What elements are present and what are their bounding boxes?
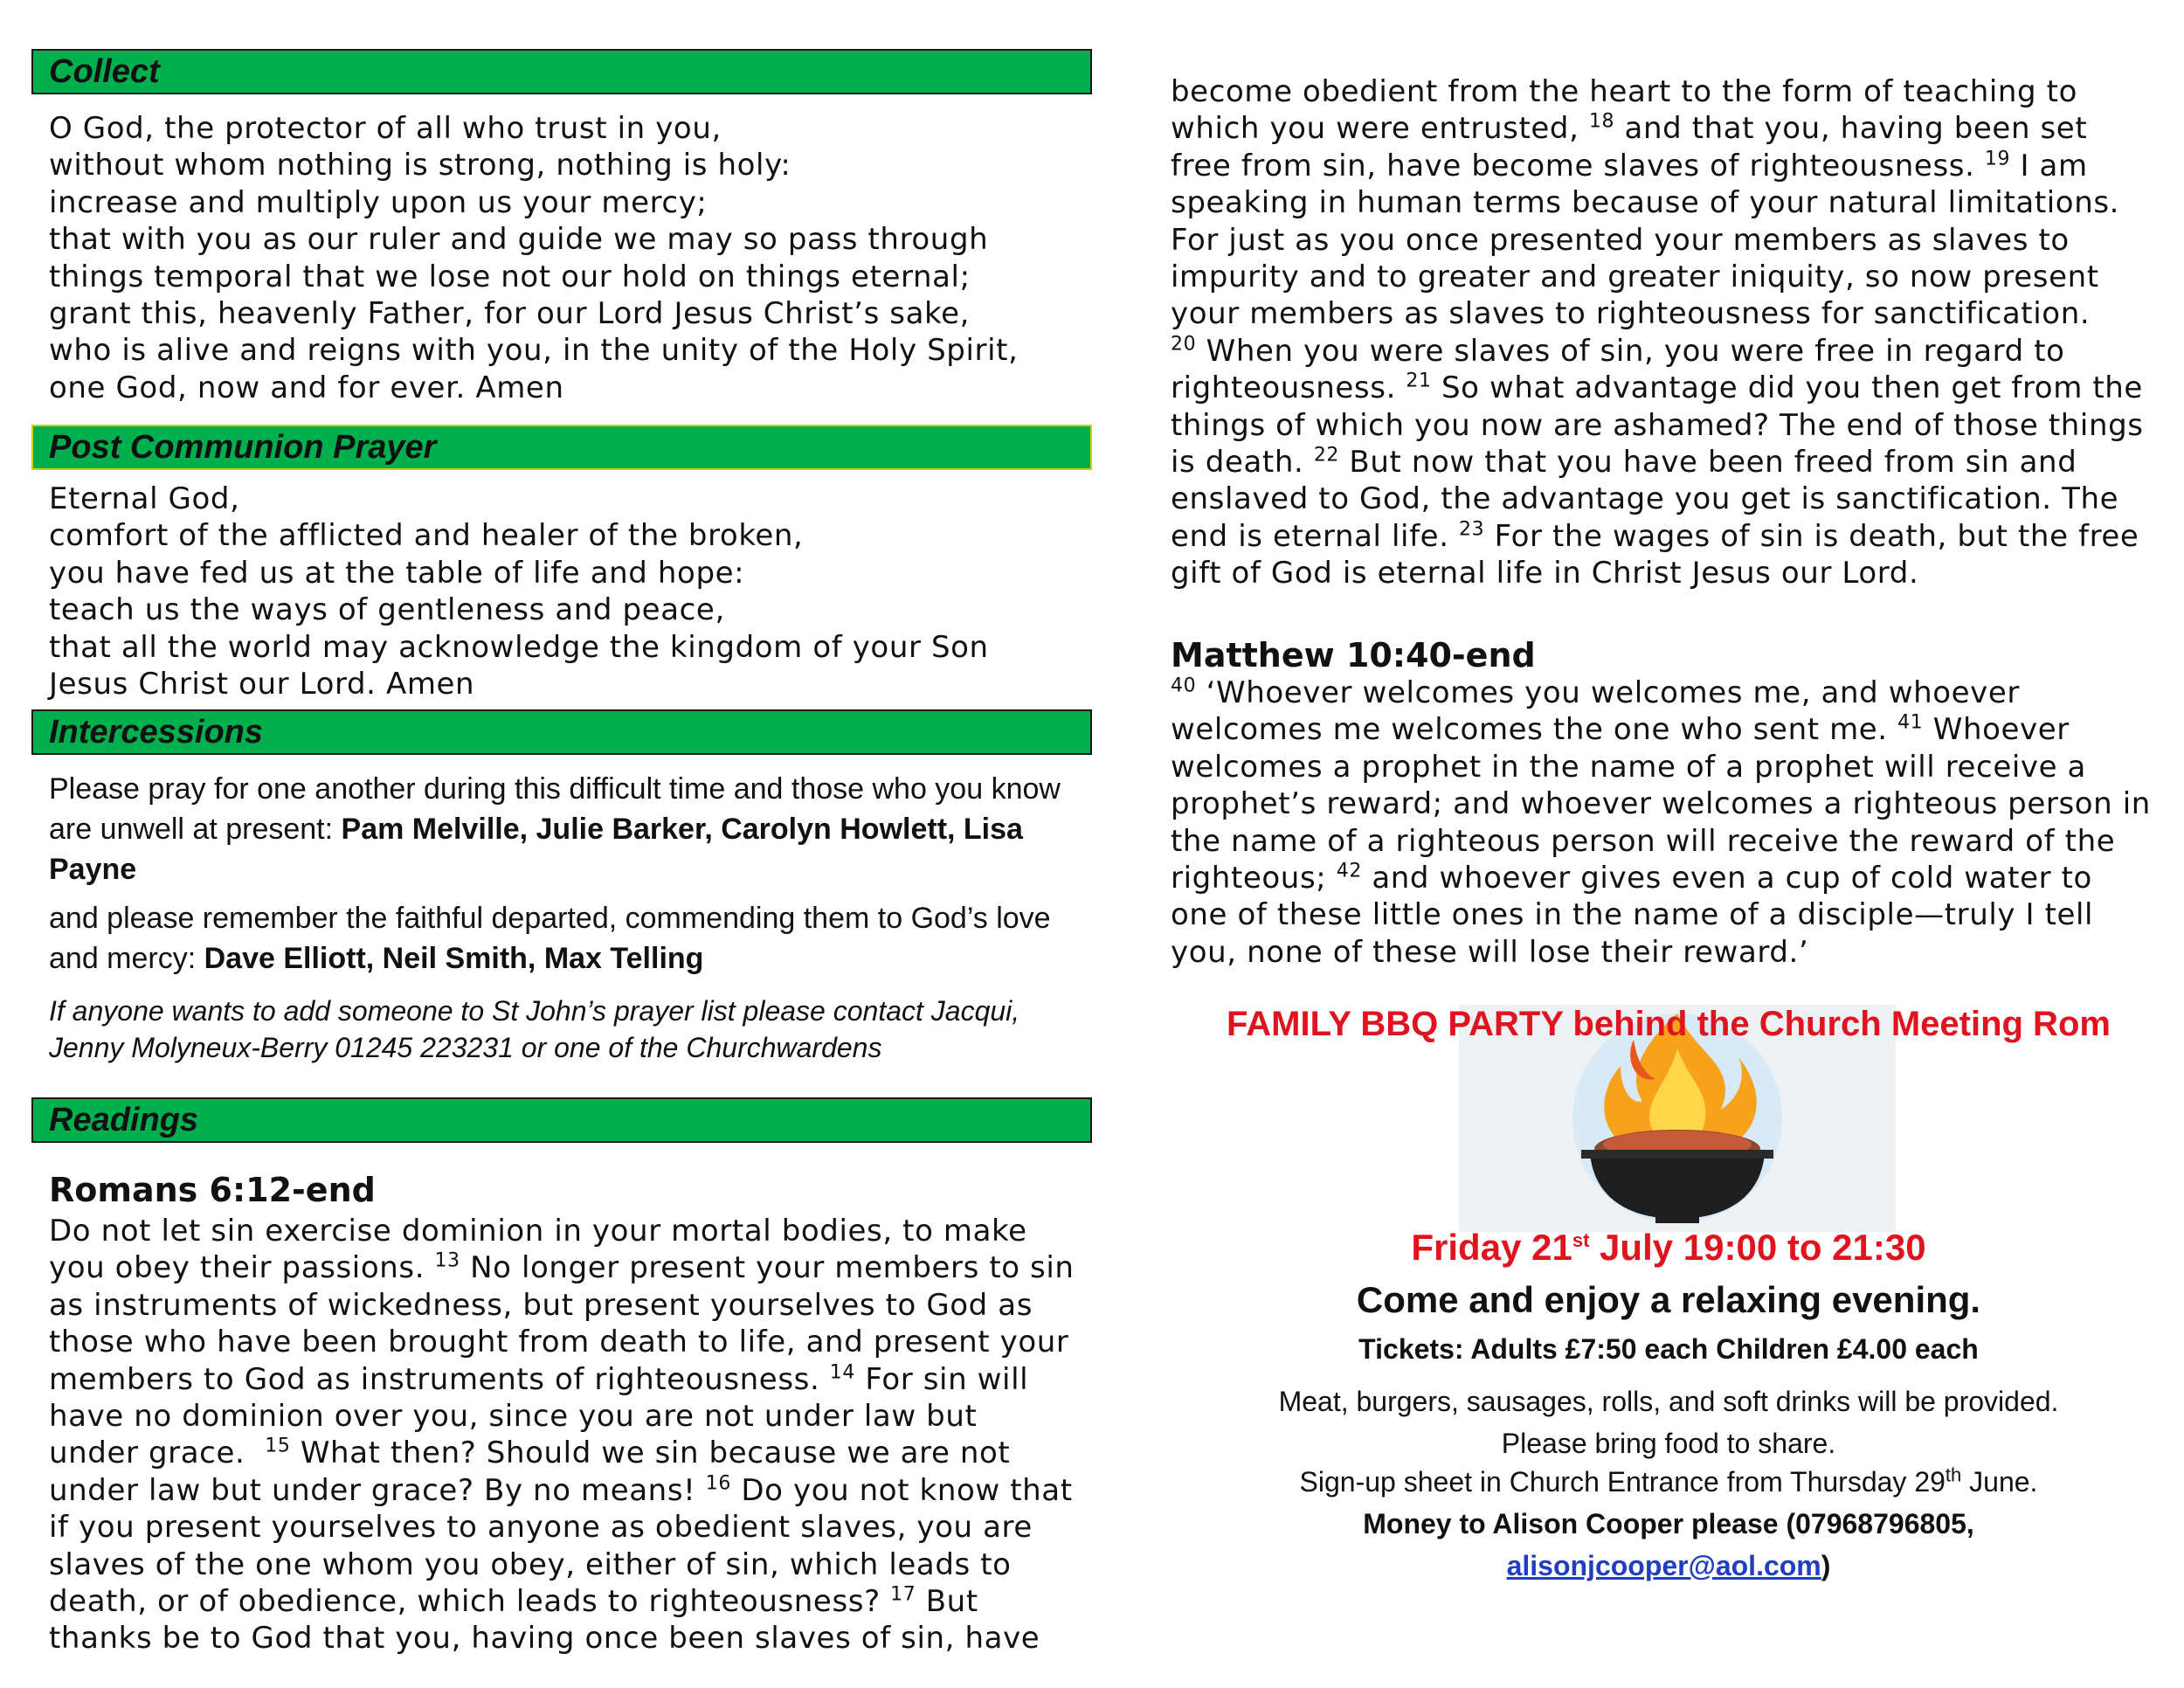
intercessions-heading: Intercessions — [31, 709, 1092, 755]
collect-line: O God, the protector of all who trust in you, — [49, 111, 722, 146]
matthew-text — [1171, 675, 2151, 971]
romans-line: gift of God is eternal life in Christ Jesus our Lord. — [1171, 556, 1919, 591]
intercessions-departed — [49, 898, 1080, 979]
romans-line: which you were entrusted, $^{18}$ and that you, having been set — [1171, 111, 2088, 147]
verse-number: 21 — [1406, 370, 1432, 392]
bbq-tagline: Come and enjoy a relaxing evening. — [1356, 1279, 1981, 1320]
romans-line: righteousness. $^{21}$ So what advantage did you then get from the — [1171, 370, 2143, 406]
matthew-line: righteous; $^{42}$ and whoever gives even a cup of cold water to — [1171, 860, 2092, 896]
sick-names: Pam Melville, Julie Barker, Carolyn Howlett, Lisa Payne — [49, 813, 1023, 886]
post-communion-line: Jesus Christ our Lord. Amen — [49, 667, 475, 702]
email-close: ) — [1821, 1550, 1831, 1581]
romans-continued-text — [1171, 73, 2144, 592]
romans-line: under grace. $^{15}$ What then? Should we sin because we are not — [49, 1435, 1011, 1471]
romans-line: things of which you now are ashamed? The end of those things — [1171, 407, 2144, 443]
bbq-date-day: Friday 21 — [1411, 1227, 1572, 1268]
departed-names: Dave Elliott, Neil Smith, Max Telling — [204, 942, 704, 975]
matthew-line: one of these little ones in the name of a disciple—truly I tell — [1171, 897, 2094, 933]
romans-line: impurity and to greater and greater iniquity, so now present — [1171, 259, 2099, 295]
bbq-date-time: July 19:00 to 21:30 — [1589, 1227, 1926, 1268]
post-communion-line: teach us the ways of gentleness and peace, — [49, 592, 725, 628]
post-communion-line: you have fed us at the table of life and hope: — [49, 555, 745, 591]
prayer-list-note: If anyone wants to add someone to St John’s prayer list please contact Jacqui, Jenny Molyneux-Berry 01245 223231 or one of the Churchwardens — [49, 995, 1020, 1063]
bbq-food: Meat, burgers, sausages, rolls, and soft drinks will be provided. — [1278, 1386, 2059, 1417]
post-communion-line: Eternal God, — [49, 481, 240, 516]
collect-line: grant this, heavenly Father, for our Lord Jesus Christ’s sake, — [49, 296, 971, 332]
romans-line: those who have been brought from death to life, and present your — [49, 1325, 1069, 1360]
romans-line: under law but under grace? By no means! $^{16}$ Do you not know that — [49, 1472, 1073, 1508]
bbq-money: Money to Alison Cooper please (07968796805, — [1363, 1508, 1974, 1539]
bbq-title: FAMILY BBQ PARTY behind the Church Meeting Rom — [1227, 1005, 2111, 1043]
verse-number: 42 — [1336, 860, 1362, 882]
matthew-line: you, none of these will lose their reward.’ — [1171, 934, 1809, 970]
post-communion-text — [49, 481, 989, 702]
bbq-share: Please bring food to share. — [1501, 1428, 1836, 1459]
post-communion-heading: Post Communion Prayer — [31, 425, 1092, 470]
bbq-signup-text: Sign-up sheet in Church Entrance from Thursday 29 — [1299, 1466, 1946, 1498]
romans-line: you obey their passions. $^{13}$ No longer present your members to sin — [49, 1250, 1075, 1286]
romans-line: Do not let sin exercise dominion in your mortal bodies, to make — [49, 1214, 1027, 1249]
romans-line: For just as you once presented your members as slaves to — [1171, 222, 2070, 258]
romans-line: your members as slaves to righteousness for sanctification. — [1171, 296, 2091, 332]
matthew-line: $^{40}$ ‘Whoever welcomes you welcomes me, and whoever — [1171, 675, 2020, 710]
verse-number: 22 — [1313, 444, 1340, 467]
bbq-tickets: Tickets: Adults £7:50 each Children £4.00 each — [1358, 1333, 1979, 1365]
romans-line: death, or of obedience, which leads to righteousness? $^{17}$ But — [49, 1583, 978, 1620]
post-communion-line: comfort of the afflicted and healer of the broken, — [49, 518, 804, 554]
collect-line: increase and multiply upon us your mercy; — [49, 184, 708, 220]
verse-number: 18 — [1588, 111, 1615, 134]
bbq-date — [1171, 1227, 2167, 1269]
readings-heading: Readings — [31, 1097, 1092, 1143]
verse-number: 14 — [829, 1361, 855, 1384]
collect-line: that with you as our ruler and guide we may so pass through — [49, 222, 989, 258]
romans-line: speaking in human terms because of your natural limitations. — [1171, 185, 2120, 221]
email-link[interactable]: alisonjcooper@aol.com — [1506, 1550, 1821, 1581]
collect-line: one God, now and for ever. Amen — [49, 370, 564, 405]
bbq-signup-suffix: th — [1945, 1463, 1962, 1486]
matthew-line: welcomes me welcomes the one who sent me. $^{41}$ Whoever — [1171, 712, 2070, 748]
verse-number: 16 — [705, 1472, 731, 1495]
verse-number: 15 — [265, 1435, 291, 1458]
verse-number: 40 — [1171, 675, 1197, 697]
collect-text — [49, 110, 1018, 406]
verse-number: 20 — [1171, 333, 1197, 356]
romans-line: $^{20}$ When you were slaves of sin, you were free in regard to — [1171, 333, 2065, 369]
verse-number: 41 — [1897, 712, 1924, 735]
bbq-date-suffix: st — [1572, 1229, 1590, 1251]
romans-line: members to God as instruments of righteousness. $^{14}$ For sin will — [49, 1361, 1029, 1397]
romans-line: if you present yourselves to anyone as obedient slaves, you are — [49, 1510, 1033, 1546]
bbq-poster — [1171, 1005, 2167, 1616]
romans-line: free from sin, have become slaves of righteousness. $^{19}$ I am — [1171, 148, 2088, 183]
romans-line: become obedient from the heart to the form of teaching to — [1171, 74, 2077, 109]
romans-text — [49, 1213, 1075, 1657]
collect-line: without whom nothing is strong, nothing is holy: — [49, 148, 791, 183]
bbq-signup — [1171, 1463, 2167, 1498]
romans-line: end is eternal life. $^{23}$ For the wages of sin is death, but the free — [1171, 518, 2139, 554]
post-communion-line: that all the world may acknowledge the kingdom of your Son — [49, 629, 989, 665]
matthew-line: welcomes a prophet in the name of a prophet will receive a — [1171, 749, 2086, 785]
romans-line: have no dominion over you, since you are not under law but — [49, 1399, 978, 1435]
collect-line: things temporal that we lose not our hold on things eternal; — [49, 259, 971, 294]
verse-number: 19 — [1984, 148, 2011, 170]
romans-line: is death. $^{22}$ But now that you have been freed from sin and — [1171, 444, 2077, 481]
verse-number: 17 — [890, 1583, 916, 1606]
matthew-line: the name of a righteous person will receive the reward of the — [1171, 823, 2116, 859]
collect-line: who is alive and reigns with you, in the unity of the Holy Spirit, — [49, 333, 1019, 369]
romans-line: as instruments of wickedness, but present yourselves to God as — [49, 1287, 1033, 1323]
matthew-line: prophet’s reward; and whoever welcomes a righteous person in — [1171, 786, 2151, 822]
verse-number: 23 — [1459, 518, 1485, 541]
romans-line: thanks be to God that you, having once been slaves of sin, have — [49, 1621, 1040, 1657]
romans-title: Romans 6:12-end — [49, 1171, 376, 1209]
intercessions-sick — [49, 769, 1080, 889]
romans-line: enslaved to God, the advantage you get is sanctification. The — [1171, 481, 2119, 517]
verse-number: 13 — [434, 1250, 460, 1273]
collect-heading: Collect — [31, 49, 1092, 94]
bbq-signup-end: June. — [1961, 1466, 2038, 1498]
departed-intro: and please remember the faithful departed, commending them to God’s love and mercy: — [49, 902, 1051, 975]
romans-line: slaves of the one whom you obey, either of sin, which leads to — [49, 1546, 1012, 1582]
sick-intro: Please pray for one another during this difficult time and those who you know are unwell at present: — [49, 772, 1061, 846]
bbq-email-line — [1171, 1550, 2167, 1582]
matthew-title: Matthew 10:40-end — [1171, 636, 1536, 675]
